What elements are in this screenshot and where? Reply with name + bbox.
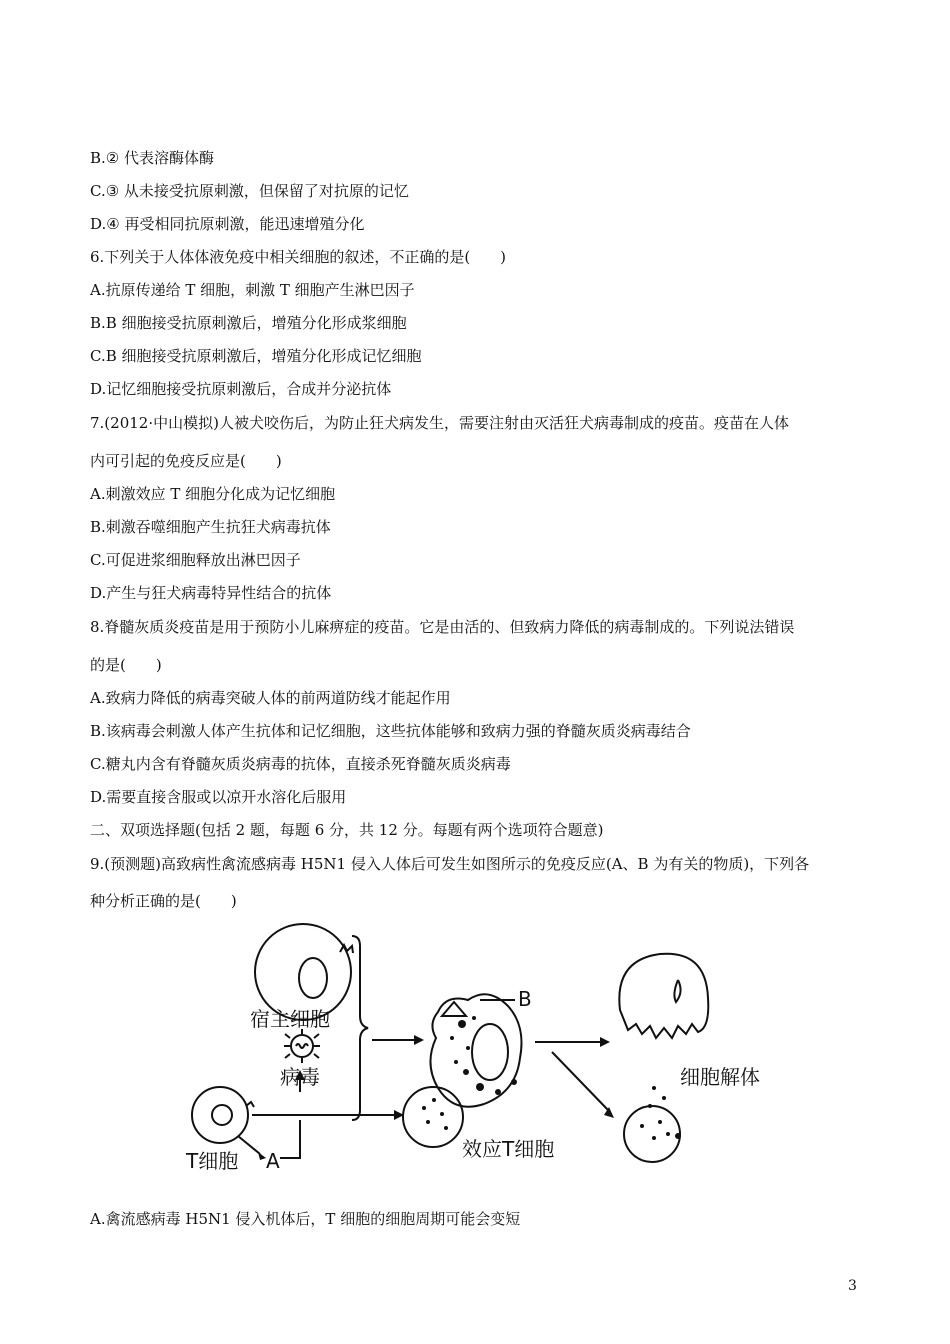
page-number: 3 <box>848 1278 857 1294</box>
option-5b: B.② 代表溶酶体酶 <box>90 149 215 167</box>
brace <box>352 936 368 1120</box>
option-8b: B.该病毒会刺激人体产生抗体和记忆细胞，这些抗体能够和致病力强的脊髓灰质炎病毒结合 <box>90 722 691 740</box>
effector-t-cell-label: 效应T细胞 <box>462 1137 555 1161</box>
host-marker <box>442 1002 466 1016</box>
label-a: A <box>266 1149 280 1172</box>
virus-label: 病毒 <box>280 1065 320 1089</box>
effector-t-cell-shape <box>403 1087 463 1147</box>
option-7d: D.产生与狂犬病毒特异性结合的抗体 <box>90 584 332 602</box>
immune-response-figure <box>180 922 800 1172</box>
option-9a: A.禽流感病毒 H5N1 侵入机体后，T 细胞的细胞周期可能会变短 <box>90 1210 521 1228</box>
section-heading: 二、双项选择题(包括 2 题，每题 6 分，共 12 分。每题有两个选项符合题意) <box>90 821 604 839</box>
host-cell-label: 宿主细胞 <box>250 1007 330 1031</box>
option-7a: A.刺激效应 T 细胞分化成为记忆细胞 <box>90 485 336 503</box>
option-6d: D.记忆细胞接受抗原刺激后，合成并分泌抗体 <box>90 380 392 398</box>
question-9-line2: 种分析正确的是( ) <box>90 892 237 910</box>
option-8d: D.需要直接含服或以凉开水溶化后服用 <box>90 788 347 806</box>
host-cell-nucleus <box>299 958 327 998</box>
question-7-line1: 7.(2012·中山模拟)人被犬咬伤后，为防止狂犬病发生，需要注射由灭活狂犬病毒制成的疫苗。疫苗在人体 <box>90 414 789 432</box>
question-8-line2: 的是( ) <box>90 656 162 674</box>
option-8c: C.糖丸内含有脊髓灰质炎病毒的抗体，直接杀死脊髓灰质炎病毒 <box>90 755 511 773</box>
host-cell-shape <box>255 924 351 1020</box>
infected-cell-nucleus <box>472 1024 508 1080</box>
label-b: B <box>518 987 532 1011</box>
option-6a: A.抗原传递给 T 细胞，刺激 T 细胞产生淋巴因子 <box>90 281 415 299</box>
option-5c: C.③ 从未接受抗原刺激，但保留了对抗原的记忆 <box>90 182 409 200</box>
option-6b: B.B 细胞接受抗原刺激后，增殖分化形成浆细胞 <box>90 314 407 332</box>
t-cell-shape <box>192 1087 248 1143</box>
t-cell-label: T细胞 <box>186 1149 239 1172</box>
lysed-cell-lower <box>624 1106 680 1162</box>
question-7-line2: 内可引起的免疫反应是( ) <box>90 452 282 470</box>
option-7c: C.可促进浆细胞释放出淋巴因子 <box>90 551 301 569</box>
option-7b: B.刺激吞噬细胞产生抗狂犬病毒抗体 <box>90 518 331 536</box>
question-8-line1: 8.脊髓灰质炎疫苗是用于预防小儿麻痹症的疫苗。它是由活的、但致病力降低的病毒制成的。下列说法错误 <box>90 618 795 636</box>
lysed-cell-fragment <box>619 954 708 1038</box>
question-9-line1: 9.(预测题)高致病性禽流感病毒 H5N1 侵入人体后可发生如图所示的免疫反应(A、B 为有关的物质)，下列各 <box>90 855 810 873</box>
option-8a: A.致病力降低的病毒突破人体的前两道防线才能起作用 <box>90 689 451 707</box>
option-6c: C.B 细胞接受抗原刺激后，增殖分化形成记忆细胞 <box>90 347 422 365</box>
option-5d: D.④ 再受相同抗原刺激，能迅速增殖分化 <box>90 215 365 233</box>
question-6: 6.下列关于人体体液免疫中相关细胞的叙述，不正确的是( ) <box>90 248 507 266</box>
host-cell-bumps <box>340 945 353 953</box>
lysis-label: 细胞解体 <box>680 1065 760 1089</box>
virus-body <box>291 1035 313 1057</box>
